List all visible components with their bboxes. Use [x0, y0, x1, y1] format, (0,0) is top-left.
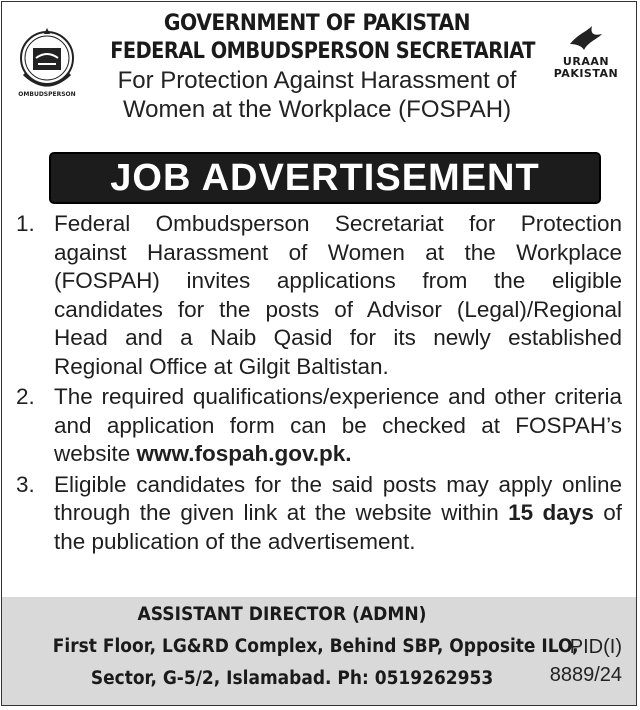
item-text-part: of the publication of the advertisement. [54, 500, 622, 554]
deadline-text: 15 days [508, 500, 594, 525]
emblem-caption: OMBUDSPERSON [18, 91, 76, 98]
banner-title: JOB ADVERTISEMENT [110, 156, 540, 199]
address-line-2: Sector, G-5/2, Islamabad. Ph: 0519262953 [90, 668, 494, 689]
pid-line-2: 8889/24 [549, 664, 622, 686]
list-item [16, 383, 622, 469]
subtitle-line-1: For Protection Against Harassment of [117, 67, 517, 94]
list-item [16, 210, 622, 381]
government-title: GOVERNMENT OF PAKISTAN [163, 11, 471, 36]
subtitle-line-2: Women at the Workplace (FOSPAH) [122, 96, 512, 123]
item-text-part: Eligible candidates for the said posts may apply online through the given link at the website within [54, 471, 622, 525]
item-text: Federal Ombudsperson Secretariat for Protection against Harassment of Women at the Workplace (FOSPAH) invites applications from the eligible candidates for the posts of Advisor (Legal)/Regional Head and a Naib Qasid for its newly established Regional Office at Gilgit Baltistan. [54, 211, 622, 379]
ombudsperson-emblem-icon [16, 24, 78, 100]
item-number: 3. [16, 471, 35, 497]
uraan-country: PAKISTAN [553, 67, 619, 80]
list-item [16, 471, 622, 557]
footer-address [52, 631, 579, 695]
header [82, 10, 552, 124]
pid-line-1: PID(I) [569, 636, 622, 658]
secretariat-title: FEDERAL OMBUDSPERSON SECRETARIAT [110, 39, 535, 64]
advertisement-body [16, 210, 622, 558]
item-text-part: The required qualifications/experience and other criteria and application form can be checked at FOSPAH’s website [54, 384, 622, 466]
item-text [54, 383, 622, 469]
address-line-1: First Floor, LG&RD Complex, Behind SBP, Opposite ILO, [52, 636, 579, 657]
job-advertisement [1, 1, 637, 706]
website-link[interactable]: www.fospah.gov.pk. [136, 441, 352, 466]
uraan-name: URAAN [562, 55, 610, 68]
item-number: 1. [16, 211, 35, 236]
item-number: 2. [16, 384, 35, 409]
footer-title: ASSISTANT DIRECTOR (ADMN) [137, 603, 427, 625]
job-advertisement-banner [49, 152, 601, 204]
uraan-bird-icon [566, 24, 606, 56]
pid-reference [550, 633, 622, 689]
contact-footer [2, 597, 636, 705]
item-text [54, 471, 622, 557]
uraan-pakistan-logo [548, 24, 624, 100]
